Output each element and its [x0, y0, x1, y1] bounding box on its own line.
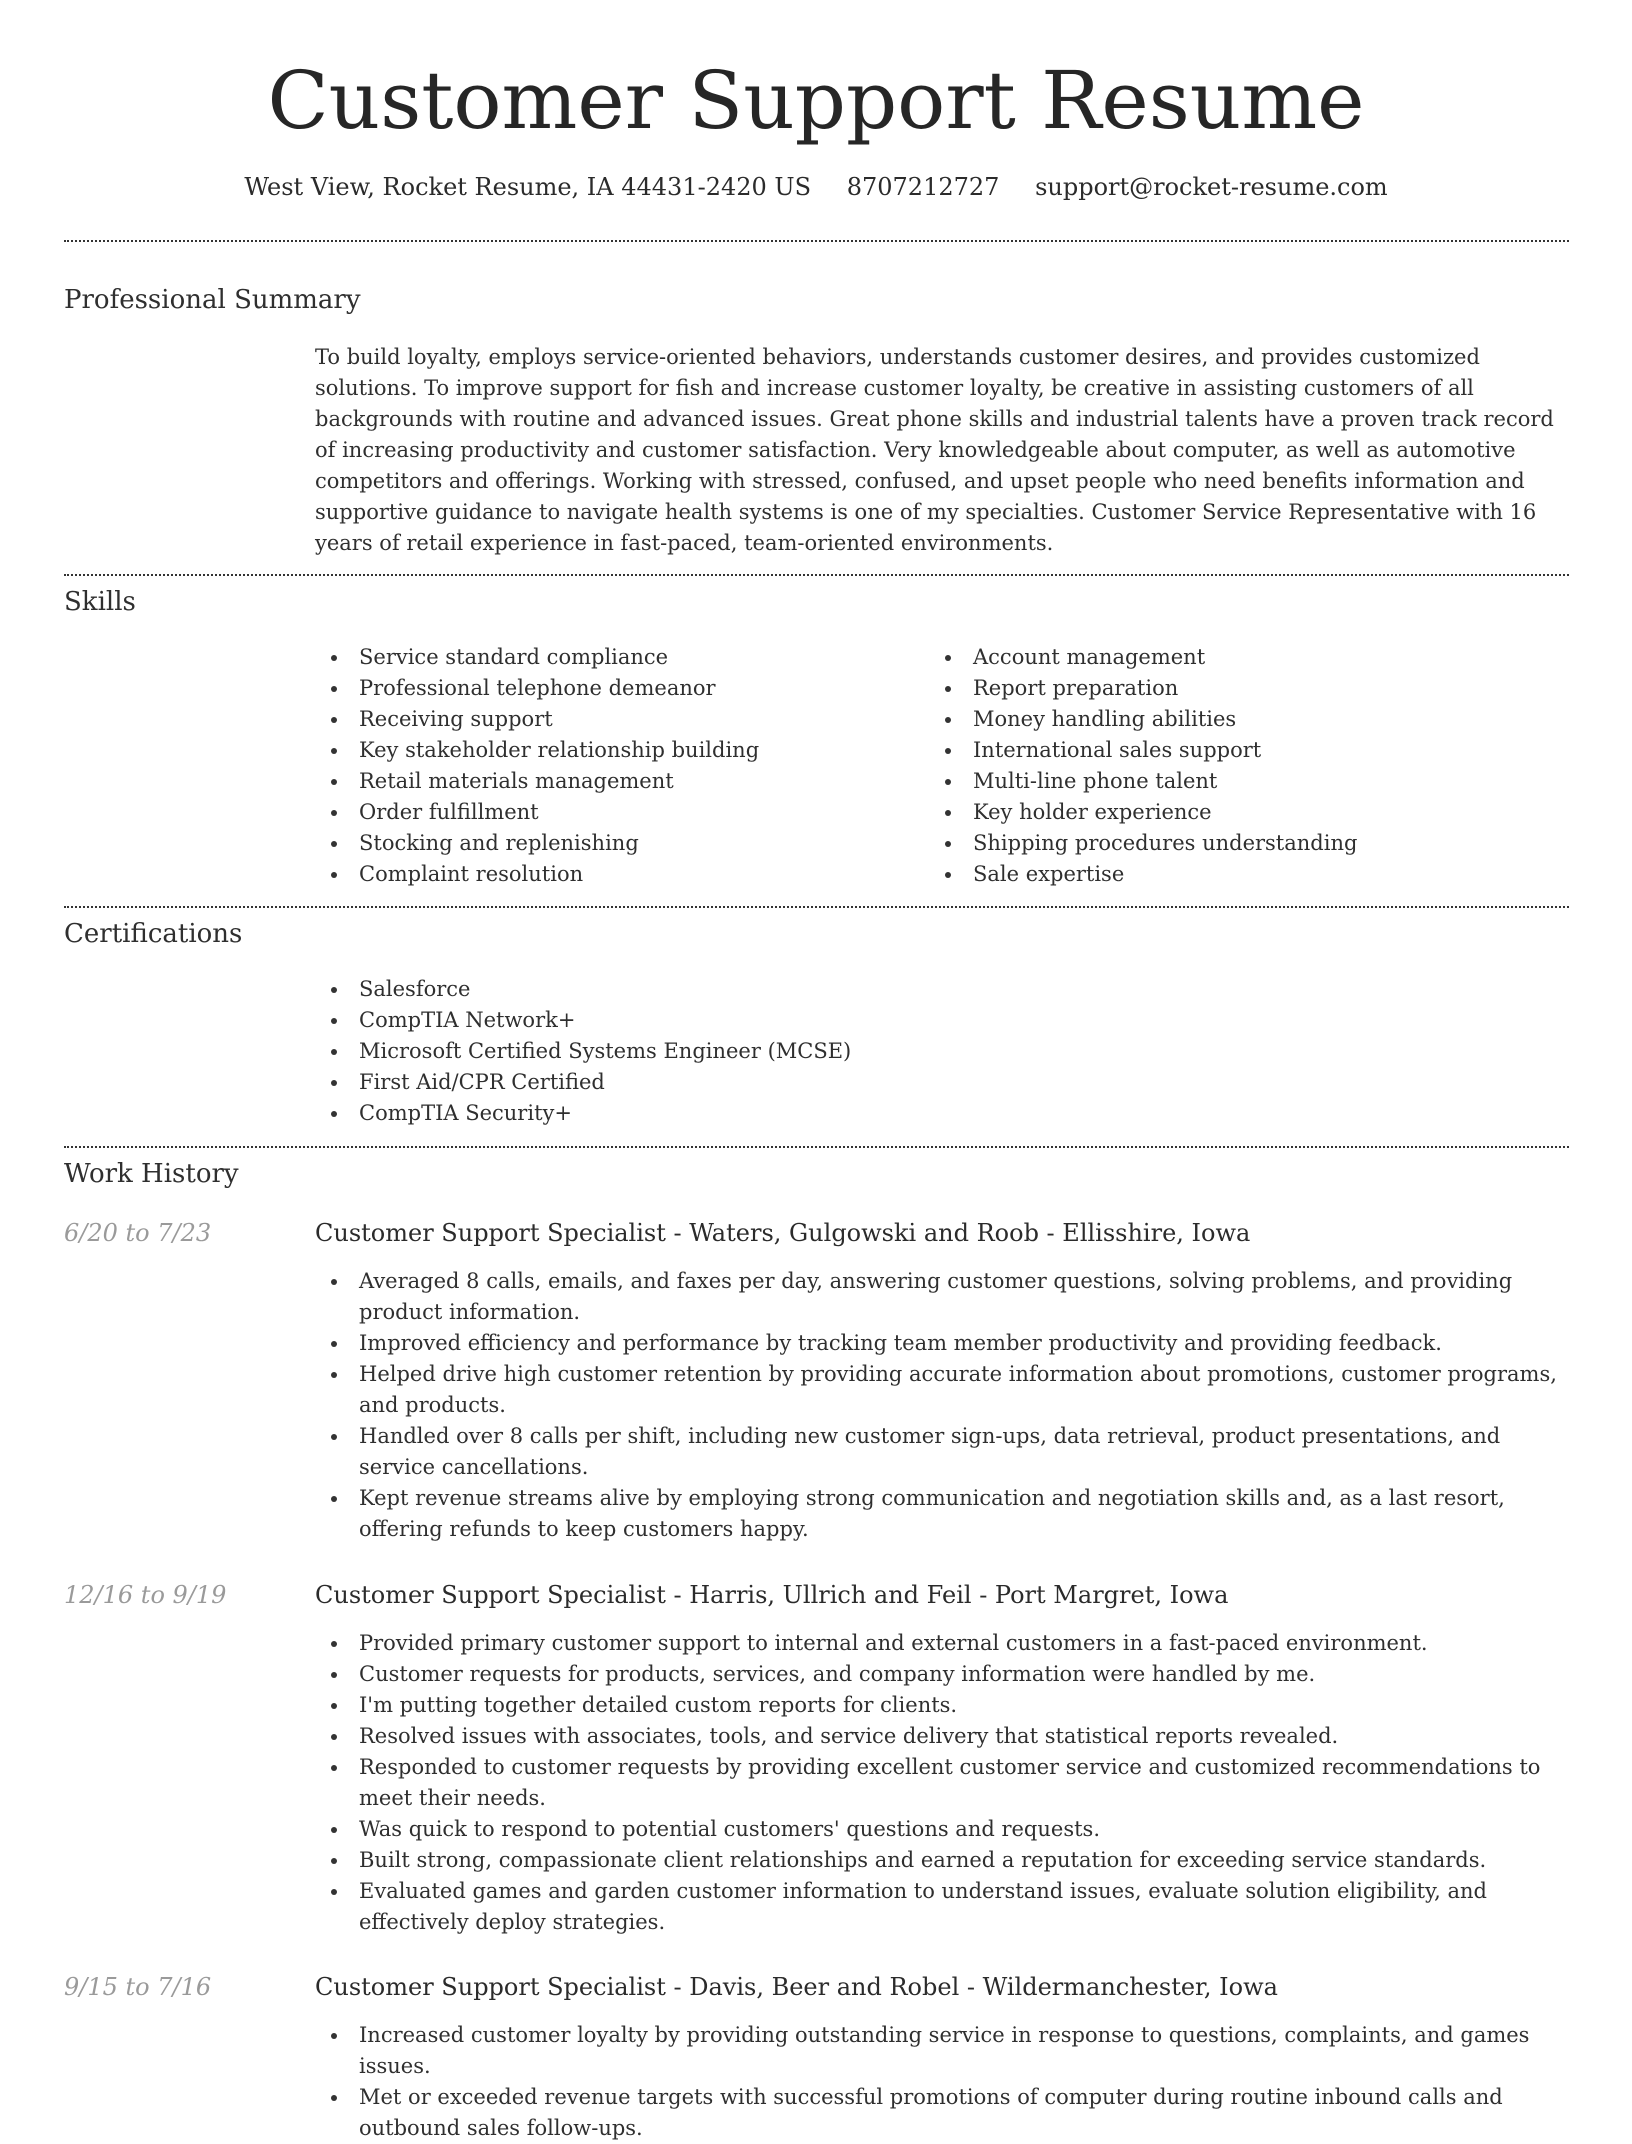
list-item: Helped drive high customer retention by providing accurate information about promotions, customer programs, and products.	[315, 1359, 1569, 1421]
list-item: Resolved issues with associates, tools, and service delivery that statistical reports revealed.	[315, 1721, 1569, 1752]
divider	[64, 240, 1569, 242]
list-item: Key holder experience	[929, 797, 1529, 828]
job-dates: 9/15 to 7/16	[64, 1973, 212, 2001]
section-heading-skills: Skills	[64, 587, 136, 617]
list-item: Handled over 8 calls per shift, including new customer sign-ups, data retrieval, product presentations, and service cancellations.	[315, 1421, 1569, 1483]
list-item: Provided primary customer support to internal and external customers in a fast-paced environment.	[315, 1628, 1569, 1659]
section-heading-certifications: Certifications	[64, 919, 243, 949]
list-item: Averaged 8 calls, emails, and faxes per day, answering customer questions, solving problems, and providing product information.	[315, 1266, 1569, 1328]
certifications-list	[315, 974, 1115, 1129]
list-item: Service standard compliance	[315, 642, 915, 673]
skills-list-left	[315, 642, 915, 890]
divider	[64, 1146, 1569, 1148]
job-title: Customer Support Specialist - Harris, Ullrich and Feil - Port Margret, Iowa	[315, 1581, 1229, 1609]
list-item: Complaint resolution	[315, 859, 915, 890]
job-bullets	[315, 2020, 1569, 2144]
list-item: CompTIA Security+	[315, 1098, 1115, 1129]
list-item: Responded to customer requests by providing excellent customer service and customized recommendations to meet their needs.	[315, 1752, 1569, 1814]
list-item: Multi-line phone talent	[929, 766, 1529, 797]
contact-phone: 8707212727	[846, 173, 1000, 201]
section-heading-work-history: Work History	[64, 1159, 239, 1189]
list-item: Shipping procedures understanding	[929, 828, 1529, 859]
list-item: I'm putting together detailed custom reports for clients.	[315, 1690, 1569, 1721]
list-item: Improved efficiency and performance by tracking team member productivity and providing feedback.	[315, 1328, 1569, 1359]
list-item: Customer requests for products, services, and company information were handled by me.	[315, 1659, 1569, 1690]
divider	[64, 574, 1569, 576]
list-item: Built strong, compassionate client relationships and earned a reputation for exceeding service standards.	[315, 1845, 1569, 1876]
list-item: Microsoft Certified Systems Engineer (MCSE)	[315, 1036, 1115, 1067]
list-item: Evaluated games and garden customer information to understand issues, evaluate solution eligibility, and effectively deploy strategies.	[315, 1876, 1569, 1938]
list-item: Met or exceeded revenue targets with successful promotions of computer during routine inbound calls and outbound sales follow-ups.	[315, 2082, 1569, 2144]
contact-line	[0, 170, 1632, 204]
contact-address: West View, Rocket Resume, IA 44431-2420 US	[244, 173, 812, 201]
list-item: Salesforce	[315, 974, 1115, 1005]
list-item: Account management	[929, 642, 1529, 673]
list-item: CompTIA Network+	[315, 1005, 1115, 1036]
list-item: Kept revenue streams alive by employing strong communication and negotiation skills and, as a last resort, offering refunds to keep customers happy.	[315, 1483, 1569, 1545]
list-item: Order fulfillment	[315, 797, 915, 828]
job-bullets	[315, 1266, 1569, 1545]
job-bullets	[315, 1628, 1569, 1938]
list-item: International sales support	[929, 735, 1529, 766]
summary-text: To build loyalty, employs service-oriented behaviors, understands customer desires, and provides customized solutions. To improve support for fish and increase customer loyalty, be creative in assisting customers of all backgrounds with routine and advanced issues. Great phone skills and industrial talents have a proven track record of increasing productivity and customer satisfaction. Very knowledgeable about computer, as well as automotive competitors and offerings. Working with stressed, confused, and upset people who need benefits information and supportive guidance to navigate health systems is one of my specialties. Customer Service Representative with 16 years of retail experience in fast-paced, team-oriented environments.	[315, 345, 1554, 555]
list-item: Key stakeholder relationship building	[315, 735, 915, 766]
list-item: First Aid/CPR Certified	[315, 1067, 1115, 1098]
contact-email: support@rocket-resume.com	[1035, 173, 1388, 201]
job-title: Customer Support Specialist - Davis, Beer and Robel - Wildermanchester, Iowa	[315, 1973, 1278, 2001]
list-item: Stocking and replenishing	[315, 828, 915, 859]
job-dates: 6/20 to 7/23	[64, 1219, 212, 1247]
list-item: Receiving support	[315, 704, 915, 735]
list-item: Increased customer loyalty by providing outstanding service in response to questions, complaints, and games issues.	[315, 2020, 1569, 2082]
list-item: Was quick to respond to potential customers' questions and requests.	[315, 1814, 1569, 1845]
divider	[64, 906, 1569, 908]
section-heading-summary: Professional Summary	[64, 285, 361, 315]
list-item: Report preparation	[929, 673, 1529, 704]
list-item: Professional telephone demeanor	[315, 673, 915, 704]
job-dates: 12/16 to 9/19	[64, 1581, 227, 1609]
list-item: Money handling abilities	[929, 704, 1529, 735]
list-item: Retail materials management	[315, 766, 915, 797]
resume-title: Customer Support Resume	[267, 54, 1365, 147]
job-title: Customer Support Specialist - Waters, Gulgowski and Roob - Ellisshire, Iowa	[315, 1219, 1251, 1247]
skills-list-right	[929, 642, 1529, 890]
list-item: Sale expertise	[929, 859, 1529, 890]
